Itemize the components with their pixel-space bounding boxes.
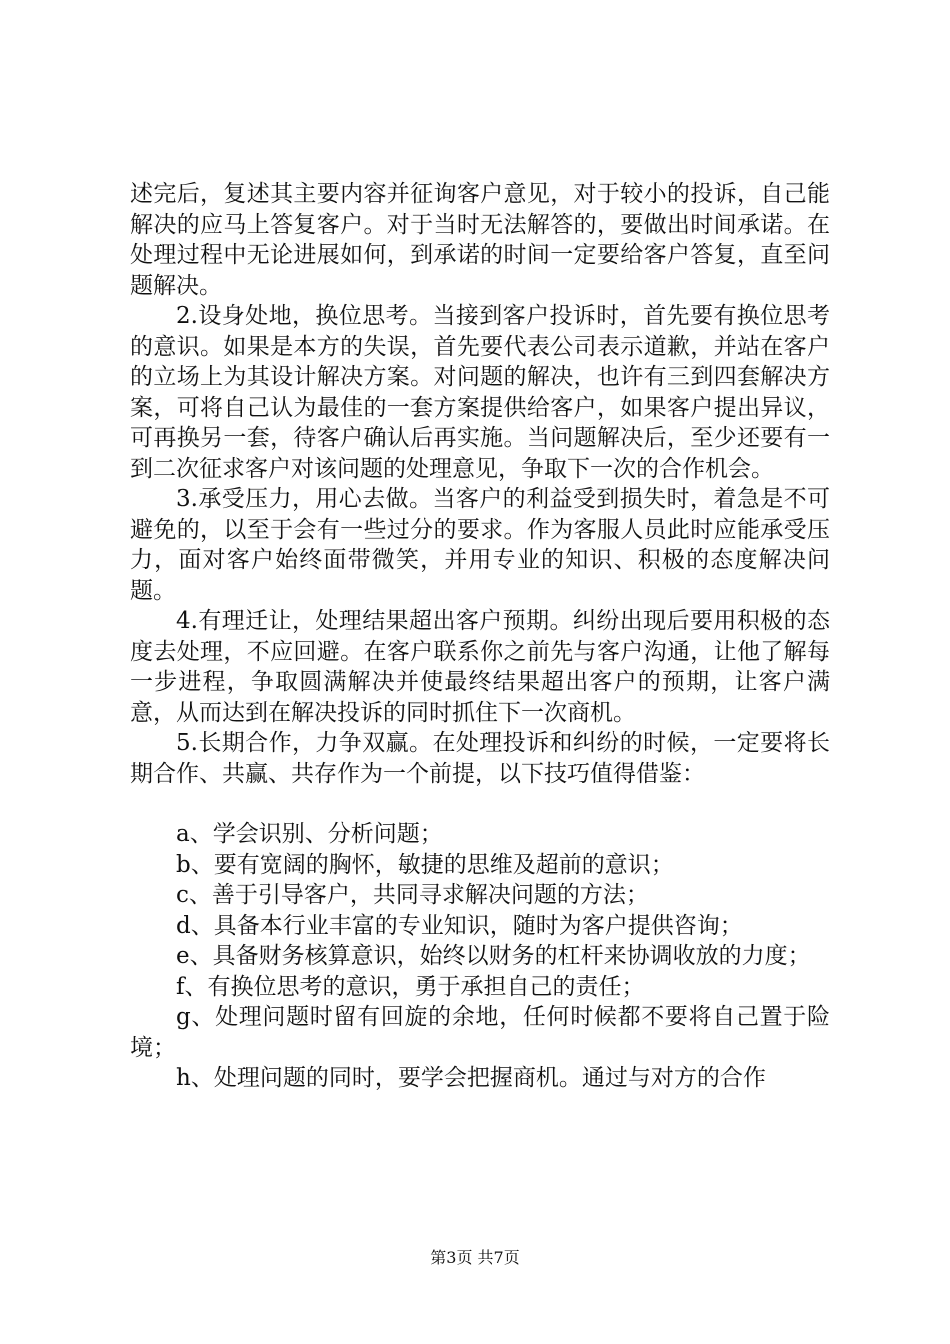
paragraph-point-2: 2.设身处地，换位思考。当接到客户投诉时，首先要有换位思考的意识。如果是本方的失误，首先要代表公司表示道歉，并站在客户的立场上为其设计解决方案。对问题的解决，也许有三到四套解决方案，可将自己认为最佳的一套方案提供给客户，如果客户提出异议，可再换另一套，待客户确认后再实施。当问题解决后，至少还要有一到二次征求客户对该问题的处理意见，争取下一次的合作机会。 [130,303,830,482]
list-item-a: a、学会识别、分析问题； [176,821,443,847]
list-item-d: d、具备本行业丰富的专业知识，随时为客户提供咨询； [176,912,743,939]
paragraph-point-3: 3.承受压力，用心去做。当客户的利益受到损失时，着急是不可避免的，以至于会有一些过分的要求。作为客服人员此时应能承受压力，面对客户始终面带微笑，并用专业的知识、积极的态度解决问题。 [130,486,830,604]
list-item-h: h、处理问题的同时，要学会把握商机。通过与对方的合作 [176,1065,766,1091]
paragraph-continuation: 述完后，复述其主要内容并征询客户意见，对于较小的投诉，自己能解决的应马上答复客户。对于当时无法解答的，要做出时间承诺。在处理过程中无论进展如何，到承诺的时间一定要给客户答复，直至问题解决。 [130,181,830,299]
list-item-e: e、具备财务核算意识，始终以财务的杠杆来协调收放的力度； [176,943,811,969]
paragraph-point-4: 4.有理迁让，处理结果超出客户预期。纠纷出现后要用积极的态度去处理，不应回避。在客户联系你之前先与客户沟通，让他了解每一步进程，争取圆满解决并使最终结果超出客户的预期，让客户满意，从而达到在解决投诉的同时抓住下一次商机。 [130,608,830,726]
blank-line [130,789,830,819]
list-item-g: g、处理问题时留有回旋的余地，任何时候都不要将自己置于险境； [130,1004,830,1061]
page-number-footer: 第3页 共7页 [430,1248,520,1267]
list-item-c: c、善于引导客户，共同寻求解决问题的方法； [176,882,649,908]
list-item-b: b、要有宽阔的胸怀，敏捷的思维及超前的意识； [176,851,674,878]
body-text [130,179,830,1094]
list-item-f: f、有换位思考的意识，勇于承担自己的责任； [176,973,645,1000]
paragraph-point-5: 5.长期合作，力争双赢。在处理投诉和纠纷的时候，一定要将长期合作、共赢、共存作为一个前提，以下技巧值得借鉴： [130,730,830,787]
